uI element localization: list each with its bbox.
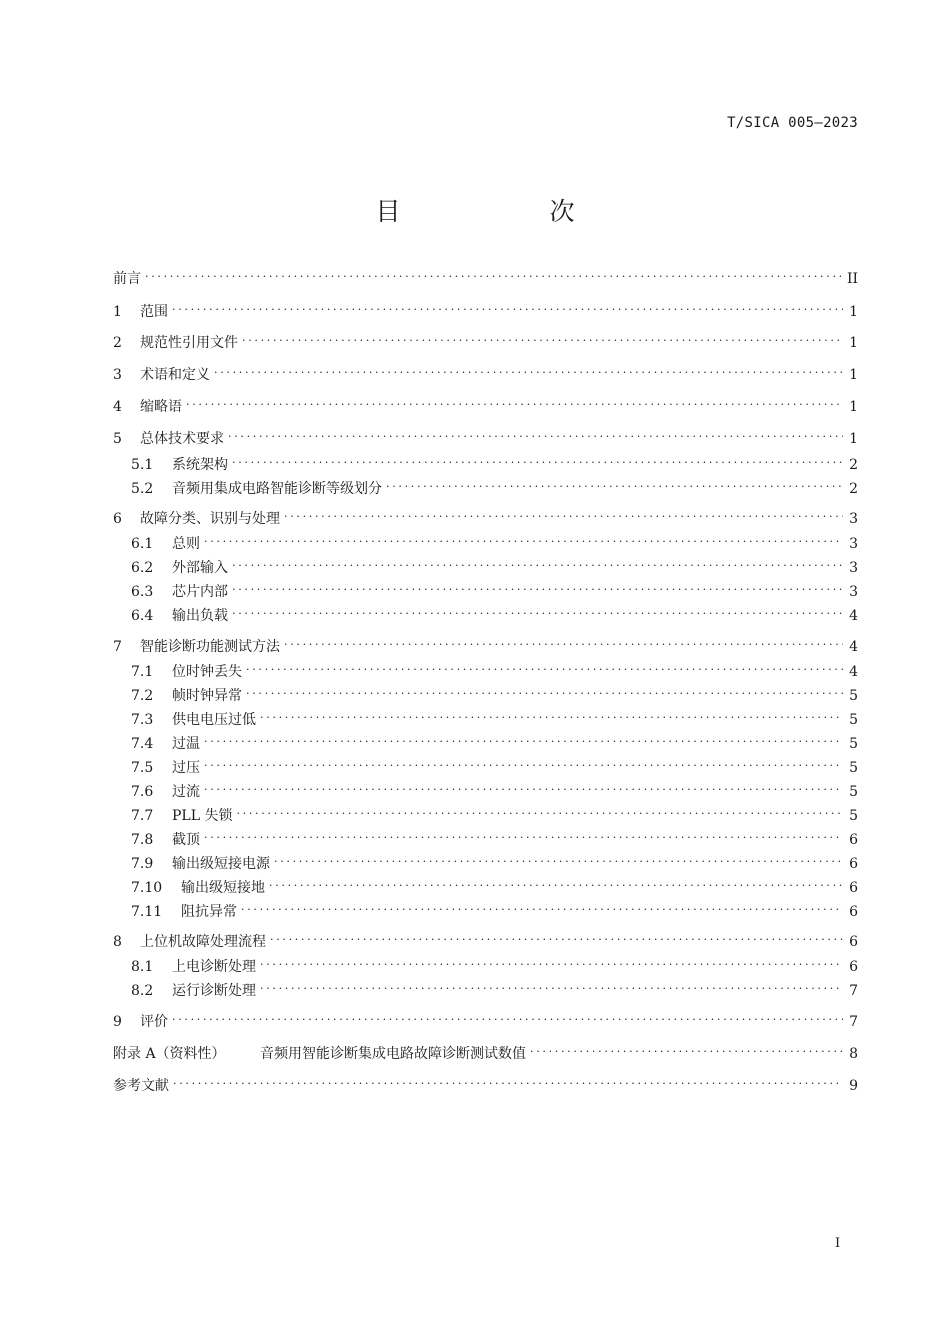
toc-label: 智能诊断功能测试方法	[140, 639, 280, 655]
toc-leader	[214, 359, 843, 379]
toc-leader	[204, 752, 843, 772]
toc-label: 外部输入	[172, 560, 228, 576]
toc-number: 7.2	[131, 688, 154, 704]
toc-page: 1	[849, 335, 858, 351]
toc-number: 7.3	[131, 712, 154, 728]
toc-leader	[228, 423, 843, 443]
page-number: I	[835, 1236, 841, 1251]
toc-entry-2[interactable]	[113, 327, 858, 351]
toc-page: II	[846, 271, 858, 287]
toc-label: 总体技术要求	[140, 431, 224, 447]
toc-entry-6-2[interactable]	[131, 552, 858, 576]
toc-label: 输出级短接电源	[172, 856, 270, 872]
toc-label: 系统架构	[172, 457, 228, 473]
toc-label: 评价	[140, 1014, 168, 1030]
toc-entry-5[interactable]	[113, 423, 858, 447]
toc-entry-1[interactable]	[113, 296, 858, 320]
toc-page: 6	[849, 880, 858, 896]
toc-label: 上电诊断处理	[172, 959, 256, 975]
toc-entry-3[interactable]	[113, 359, 858, 383]
toc-number: 6.2	[131, 560, 154, 576]
toc-number: 6	[113, 511, 122, 527]
toc-number: 7.8	[131, 832, 154, 848]
toc-entry-7-4[interactable]	[131, 728, 858, 752]
toc-label: 输出级短接地	[181, 880, 265, 896]
toc-number: 6.3	[131, 584, 154, 600]
toc-leader	[386, 473, 843, 493]
toc-label: 运行诊断处理	[172, 983, 256, 999]
toc-entry-8-2[interactable]	[131, 975, 858, 999]
toc-leader	[241, 896, 843, 916]
toc-page: 6	[849, 832, 858, 848]
toc-label: 过流	[172, 784, 200, 800]
toc-label: 位时钟丢失	[172, 664, 242, 680]
toc-number: 6.4	[131, 608, 154, 624]
toc-page: 3	[849, 584, 858, 600]
toc-label: 上位机故障处理流程	[140, 934, 266, 950]
toc-entry-appendix-a[interactable]	[113, 1038, 858, 1062]
toc-page: 3	[849, 511, 858, 527]
toc-number: 7.6	[131, 784, 154, 800]
toc-leader	[172, 1006, 843, 1026]
toc-leader	[204, 824, 843, 844]
toc-label: 截顶	[172, 832, 200, 848]
toc-page: 4	[849, 664, 858, 680]
toc-number: 5	[113, 431, 122, 447]
toc-number: 7.4	[131, 736, 154, 752]
toc-number: 7.5	[131, 760, 154, 776]
toc-entry-7-1[interactable]	[131, 656, 858, 680]
toc-entry-6-4[interactable]	[131, 600, 858, 624]
toc-label: 供电电压过低	[172, 712, 256, 728]
toc-entry-7-11[interactable]	[131, 896, 858, 920]
toc-number: 6.1	[131, 536, 154, 552]
toc-entry-7-3[interactable]	[131, 704, 858, 728]
toc-page: 6	[849, 959, 858, 975]
toc-page: 3	[849, 536, 858, 552]
toc-leader	[204, 728, 843, 748]
toc-number: 7.9	[131, 856, 154, 872]
toc-page: 9	[849, 1078, 858, 1094]
toc-page: 1	[849, 367, 858, 383]
toc-page: 1	[849, 399, 858, 415]
toc-entry-7-7[interactable]	[131, 800, 858, 824]
toc-entry-7[interactable]	[113, 631, 858, 655]
toc-leader	[269, 872, 843, 892]
toc-leader	[232, 449, 843, 469]
toc-entry-4[interactable]	[113, 391, 858, 415]
toc-entry-7-5[interactable]	[131, 752, 858, 776]
toc-entry-7-9[interactable]	[131, 848, 858, 872]
toc-leader	[284, 503, 843, 523]
toc-label: 前言	[113, 271, 141, 287]
toc-entry-6-1[interactable]	[131, 528, 858, 552]
toc-number: 8.1	[131, 959, 154, 975]
toc-number: 9	[113, 1014, 122, 1030]
toc-number: 3	[113, 367, 122, 383]
toc-leader	[186, 391, 843, 411]
toc-number: 8	[113, 934, 122, 950]
toc-number: 7.7	[131, 808, 154, 824]
toc-leader	[204, 528, 843, 548]
toc-number: 4	[113, 399, 122, 415]
toc-label: 范围	[140, 304, 168, 320]
toc-label: 规范性引用文件	[140, 335, 238, 351]
page-title: 目 次	[375, 197, 637, 226]
toc-page: 3	[849, 560, 858, 576]
toc-label: PLL 失锁	[172, 808, 233, 824]
toc-label: 音频用智能诊断集成电路故障诊断测试数值	[260, 1046, 526, 1062]
toc-number: 7.1	[131, 664, 154, 680]
toc-number: 7.10	[131, 880, 163, 896]
toc-page: 2	[849, 481, 858, 497]
toc-page: 6	[849, 856, 858, 872]
toc-leader	[274, 848, 843, 868]
toc-leader	[242, 327, 843, 347]
toc-page: 5	[849, 688, 858, 704]
toc-entry-7-6[interactable]	[131, 776, 858, 800]
toc-entry-7-10[interactable]	[131, 872, 858, 896]
toc-label: 过温	[172, 736, 200, 752]
toc-number: 2	[113, 335, 122, 351]
toc-entry-references[interactable]	[113, 1070, 858, 1094]
toc-page: 6	[849, 934, 858, 950]
toc-number: 5.1	[131, 457, 154, 473]
toc-leader	[246, 680, 843, 700]
toc-leader	[172, 296, 843, 316]
standard-code: T/SICA 005—2023	[727, 115, 858, 131]
toc-entry-6[interactable]	[113, 503, 858, 527]
toc-label: 音频用集成电路智能诊断等级划分	[172, 481, 382, 497]
toc-entry-8[interactable]	[113, 926, 858, 950]
toc-leader	[284, 631, 843, 651]
toc-label: 阻抗异常	[181, 904, 237, 920]
toc-label: 术语和定义	[140, 367, 210, 383]
toc-number: 8.2	[131, 983, 154, 999]
toc-entry-5-1[interactable]	[131, 449, 858, 473]
toc-page: 4	[849, 639, 858, 655]
toc-leader	[145, 263, 841, 283]
toc-entry-9[interactable]	[113, 1006, 858, 1030]
toc-page: 5	[849, 712, 858, 728]
toc-entry-7-2[interactable]	[131, 680, 858, 704]
toc-label: 总则	[172, 536, 200, 552]
toc-number: 5.2	[131, 481, 154, 497]
toc-page: 1	[849, 431, 858, 447]
toc-label: 芯片内部	[172, 584, 228, 600]
toc-entry-foreword[interactable]	[113, 263, 858, 287]
toc-leader	[260, 704, 843, 724]
toc-page: 2	[849, 457, 858, 473]
toc-leader	[236, 800, 843, 820]
toc-leader	[270, 926, 843, 946]
toc-page: 5	[849, 808, 858, 824]
toc-label: 输出负载	[172, 608, 228, 624]
toc-leader	[232, 576, 843, 596]
toc-entry-8-1[interactable]	[131, 951, 858, 975]
toc-number: 1	[113, 304, 122, 320]
toc-label: 故障分类、识别与处理	[140, 511, 280, 527]
toc-page: 8	[849, 1046, 858, 1062]
toc-leader	[260, 951, 843, 971]
toc-page: 5	[849, 736, 858, 752]
toc-page: 5	[849, 760, 858, 776]
toc-leader	[232, 552, 843, 572]
toc-number: 7.11	[131, 904, 163, 920]
toc-leader	[246, 656, 843, 676]
toc-leader	[232, 600, 843, 620]
toc-page: 4	[849, 608, 858, 624]
toc-label: 缩略语	[140, 399, 182, 415]
toc-page: 7	[849, 1014, 858, 1030]
toc-leader	[173, 1070, 843, 1090]
toc-number: 附录 A（资料性）	[113, 1046, 226, 1062]
toc-leader	[204, 776, 843, 796]
toc-entry-7-8[interactable]	[131, 824, 858, 848]
toc-entry-6-3[interactable]	[131, 576, 858, 600]
toc-page: 7	[849, 983, 858, 999]
toc-page: 5	[849, 784, 858, 800]
toc-page: 6	[849, 904, 858, 920]
toc-label: 参考文献	[113, 1078, 169, 1094]
toc-leader	[530, 1038, 843, 1058]
toc-page: 1	[849, 304, 858, 320]
toc-entry-5-2[interactable]	[131, 473, 858, 497]
toc-label: 过压	[172, 760, 200, 776]
toc-label: 帧时钟异常	[172, 688, 242, 704]
toc-number: 7	[113, 639, 122, 655]
toc-leader	[260, 975, 843, 995]
